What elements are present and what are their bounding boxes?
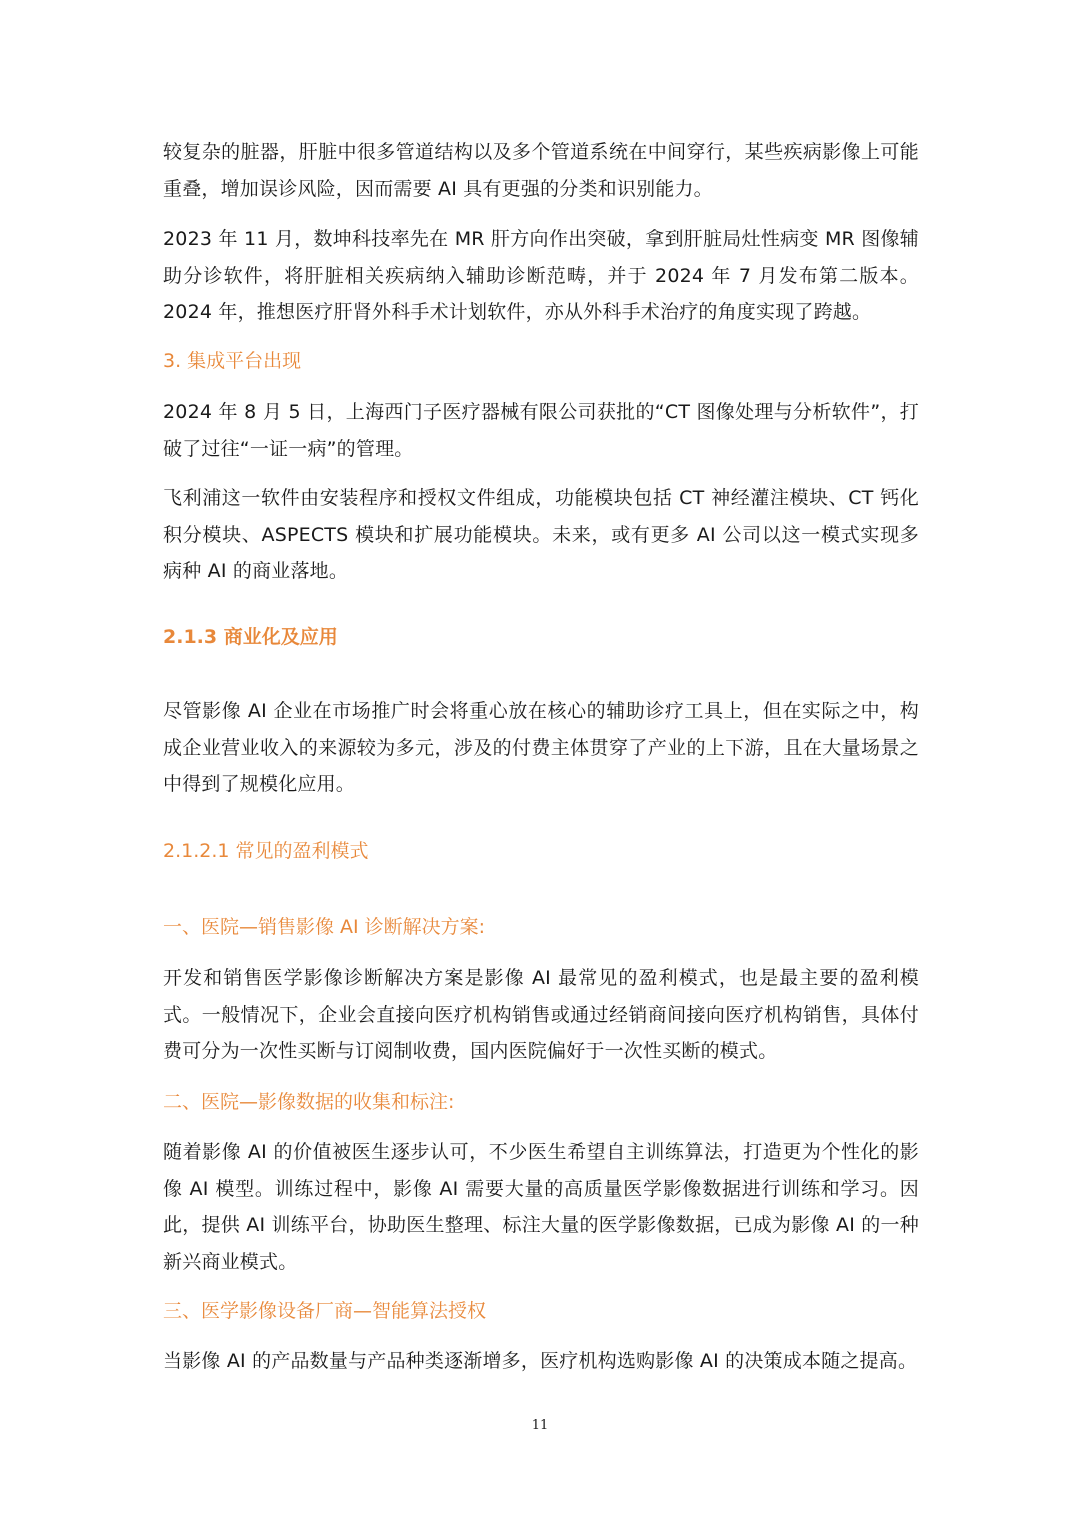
heading-commercialization: 2.1.3 商业化及应用 [163,626,338,648]
paragraph-revenue-sources: 尽管影像 AI 企业在市场推广时会将重心放在核心的辅助诊疗工具上，但在实际之中，构成企业营业收入的来源较为多元，涉及的付费主体贯穿了产业的上下游，且在大量场景之中得到了规模化应用。 [163,700,919,795]
paragraph-decision-cost: 当影像 AI 的产品数量与产品种类逐渐增多，医疗机构选购影像 AI 的决策成本随之提高。 [163,1350,918,1372]
paragraph-shukun-mr-liver: 2023 年 11 月，数坤科技率先在 MR 肝方向作出突破，拿到肝脏局灶性病变 MR 图像辅助分诊软件，将肝脏相关疾病纳入辅助诊断范畴，并于 2024 年 7 月发布第二版本。2024 年，推想医疗肝肾外科手术计划软件，亦从外科手术治疗的角度实现了跨越。 [163,228,919,323]
paragraph-data-labeling: 随着影像 AI 的价值被医生逐步认可，不少医生希望自主训练算法，打造更为个性化的影像 AI 模型。训练过程中，影像 AI 需要大量的高质量医学影像数据进行训练和学习。因此，提供 AI 训练平台，协助医生整理、标注大量的医学影像数据，已成为影像 AI 的一种新兴商业模式。 [163,1141,919,1273]
page-number: 11 [531,1418,549,1433]
paragraph-liver-complexity: 较复杂的脏器，肝脏中很多管道结构以及多个管道系统在中间穿行，某些疾病影像上可能重叠，增加误诊风险，因而需要 AI 具有更强的分类和识别能力。 [163,141,919,200]
heading-data-collection-labeling: 二、医院—影像数据的收集和标注: [163,1091,455,1113]
heading-profit-models: 2.1.2.1 常见的盈利模式 [163,840,369,862]
paragraph-diagnosis-solutions: 开发和销售医学影像诊断解决方案是影像 AI 最常见的盈利模式，也是最主要的盈利模式。一般情况下，企业会直接向医疗机构销售或通过经销商间接向医疗机构销售，具体付费可分为一次性买断与订阅制收费，国内医院偏好于一次性买断的模式。 [163,967,919,1062]
paragraph-philips-software: 飞利浦这一软件由安装程序和授权文件组成，功能模块包括 CT 神经灌注模块、CT 钙化积分模块、ASPECTS 模块和扩展功能模块。未来，或有更多 AI 公司以这一模式实现多病种 AI 的商业落地。 [163,487,919,582]
heading-algorithm-licensing: 三、医学影像设备厂商—智能算法授权 [163,1300,487,1322]
heading-hospital-diagnosis-solutions: 一、医院—销售影像 AI 诊断解决方案: [163,916,486,938]
heading-integration-platform: 3. 集成平台出现 [163,350,302,372]
paragraph-siemens-ct-software: 2024 年 8 月 5 日，上海西门子医疗器械有限公司获批的“CT 图像处理与分析软件”，打破了过往“一证一病”的管理。 [163,401,919,460]
